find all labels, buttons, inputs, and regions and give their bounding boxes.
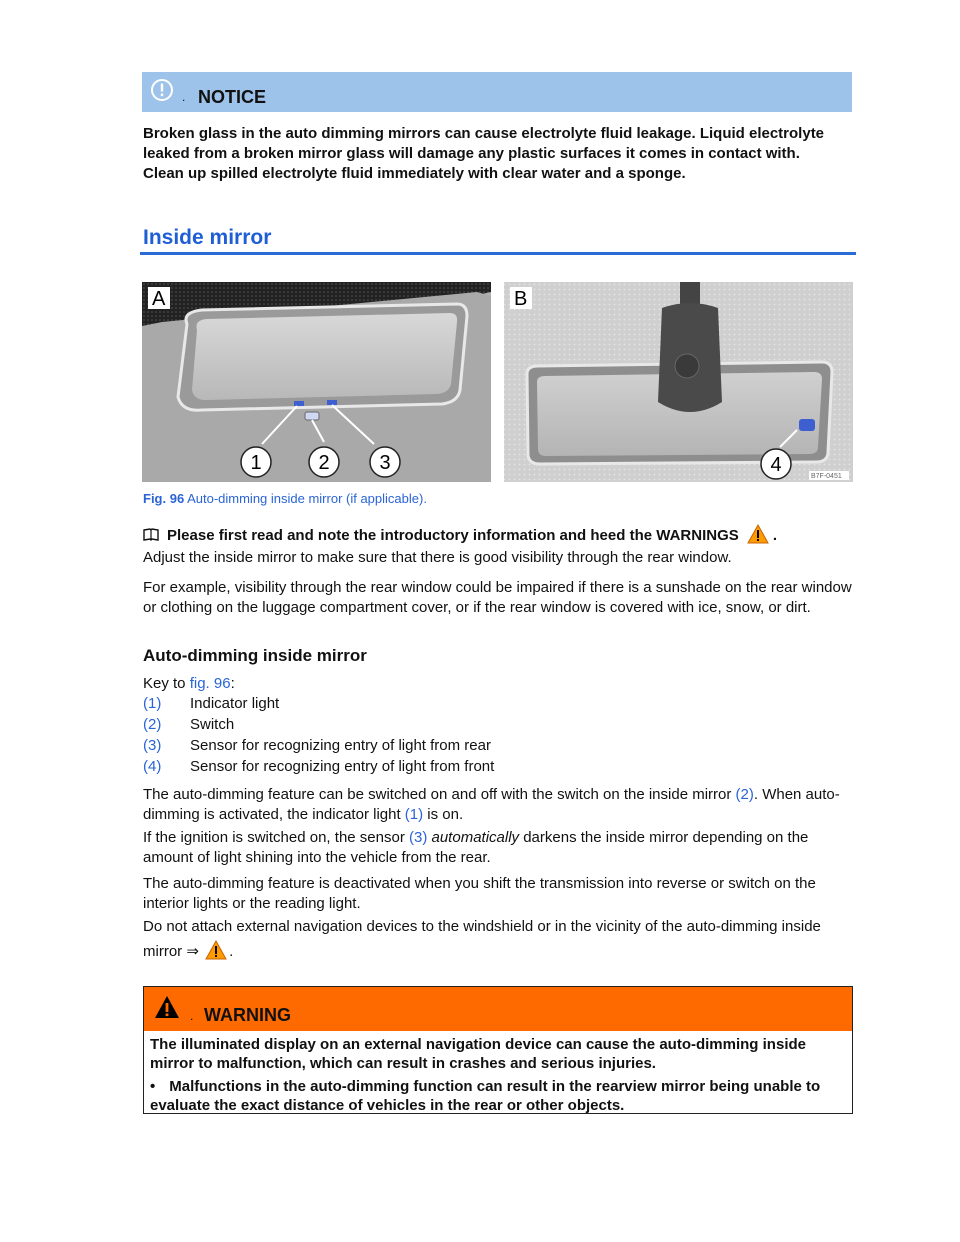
key-item-1-text: Indicator light <box>190 695 280 712</box>
paragraph-3-text-a: The auto-dimming feature can be switched on and off with the switch on the inside mirror <box>143 786 736 803</box>
intro-text: Please first read and note the introductory information and heed the WARNINGS <box>167 527 739 544</box>
warning-triangle-icon[interactable] <box>205 940 227 960</box>
panel-a-label: A <box>152 288 166 310</box>
section-divider <box>140 252 856 255</box>
notice-header <box>142 72 852 112</box>
notice-dot: . <box>182 90 186 104</box>
paragraph-4-text-b: darkens the inside mirror depending on the amount of light shining into the vehicle from the rear. <box>143 829 809 866</box>
warning-text-1: The illuminated display on an external navigation device can cause the auto-dimming inside mirror to malfunction, which can result in crashes and serious injuries. <box>150 1036 806 1072</box>
warning-dot: . <box>190 1009 194 1023</box>
callout-3-label: 3 <box>379 452 391 474</box>
book-icon <box>143 528 159 541</box>
figure-caption-label: Fig. 96 <box>143 491 185 506</box>
ref-1-link[interactable]: (1) <box>404 806 424 823</box>
key-item-4-num[interactable]: (4) <box>143 758 162 775</box>
intro-suffix: . <box>772 527 778 544</box>
key-suffix: : <box>230 675 235 692</box>
paragraph-4-emphasis: automatically <box>431 829 520 846</box>
key-item-2-num[interactable]: (2) <box>143 716 162 733</box>
warning-box <box>143 986 853 1114</box>
figure-96 <box>142 282 853 482</box>
key-item-3-text: Sensor for recognizing entry of light from rear <box>190 737 491 754</box>
key-intro <box>143 674 857 694</box>
key-item-2-text: Switch <box>190 716 235 733</box>
figure-panel-b <box>504 282 853 482</box>
callout-3 <box>370 447 400 477</box>
callout-2-label: 2 <box>318 452 330 474</box>
callout-1-label: 1 <box>250 452 262 474</box>
subsection-title: Auto-dimming inside mirror <box>143 646 367 665</box>
panel-b-label: B <box>514 288 528 310</box>
figure-code: B7F-0451 <box>811 473 842 480</box>
callout-4 <box>761 449 791 479</box>
ref-3-link[interactable]: (3) <box>408 829 428 846</box>
paragraph-4-text-a: If the ignition is switched on, the sensor <box>143 829 409 846</box>
intro-line <box>143 524 777 544</box>
callout-2 <box>309 447 339 477</box>
paragraph-6-text-c: . <box>229 943 234 960</box>
paragraph-6-text-b: mirror ⇒ <box>143 943 199 960</box>
callout-1 <box>241 447 271 477</box>
warning-title: WARNING <box>204 1005 291 1025</box>
figure-caption-text: Auto-dimming inside mirror (if applicable). <box>184 491 427 506</box>
bullet: • <box>150 1078 156 1095</box>
warning-bullet-item <box>150 1077 840 1115</box>
key-item-1-num[interactable]: (1) <box>143 695 162 712</box>
paragraph-5: The auto-dimming feature is deactivated when you shift the transmission into reverse or switch on the interior lights or the reading light. <box>143 875 816 912</box>
figure-panel-a <box>142 282 491 482</box>
paragraph-6: Do not attach external navigation devices to the windshield or in the vicinity of the auto-dimming inside <box>143 918 821 935</box>
ref-2-link[interactable]: (2) <box>735 786 754 803</box>
section-title: Inside mirror <box>143 226 272 249</box>
warning-triangle-icon <box>154 995 180 1019</box>
notice-title: NOTICE <box>198 87 267 107</box>
fig-96-link[interactable]: fig. 96 <box>189 675 231 692</box>
warning-triangle-icon <box>747 524 769 544</box>
notice-body: Broken glass in the auto dimming mirrors can cause electrolyte fluid leakage. Liquid electrolyte leaked from a broken mirror glass will damage any plastic surfaces it comes in contact with. Clean up spilled electrolyte fluid immediately with clear water and a sponge. <box>143 125 825 182</box>
key-item-4-text: Sensor for recognizing entry of light from front <box>190 758 495 775</box>
paragraph-3-text-c: is on. <box>423 806 464 823</box>
key-prefix: Key to <box>143 675 190 692</box>
paragraph-2: For example, visibility through the rear window could be impaired if there is a sunshade on the rear window or clothing on the luggage compartment cover, or if the rear window is covered with ice, snow, or dirt. <box>143 579 852 616</box>
paragraph-3-text-b: . When auto-dimming is activated, the indicator light <box>143 786 840 823</box>
paragraph-1: Adjust the inside mirror to make sure that there is good visibility through the rear window. <box>143 549 732 566</box>
figure-caption <box>143 491 427 506</box>
warning-text-2: Malfunctions in the auto-dimming function can result in the rearview mirror being unable to evaluate the exact distance of vehicles in the rear or other objects. <box>150 1078 821 1114</box>
paragraph-3 <box>143 785 857 825</box>
key-item-3-num[interactable]: (3) <box>143 737 162 754</box>
paragraph-6-end <box>143 940 857 962</box>
exclamation-circle-icon <box>150 78 174 102</box>
paragraph-4 <box>143 828 857 868</box>
warning-header <box>144 987 852 1031</box>
callout-4-label: 4 <box>770 454 782 476</box>
